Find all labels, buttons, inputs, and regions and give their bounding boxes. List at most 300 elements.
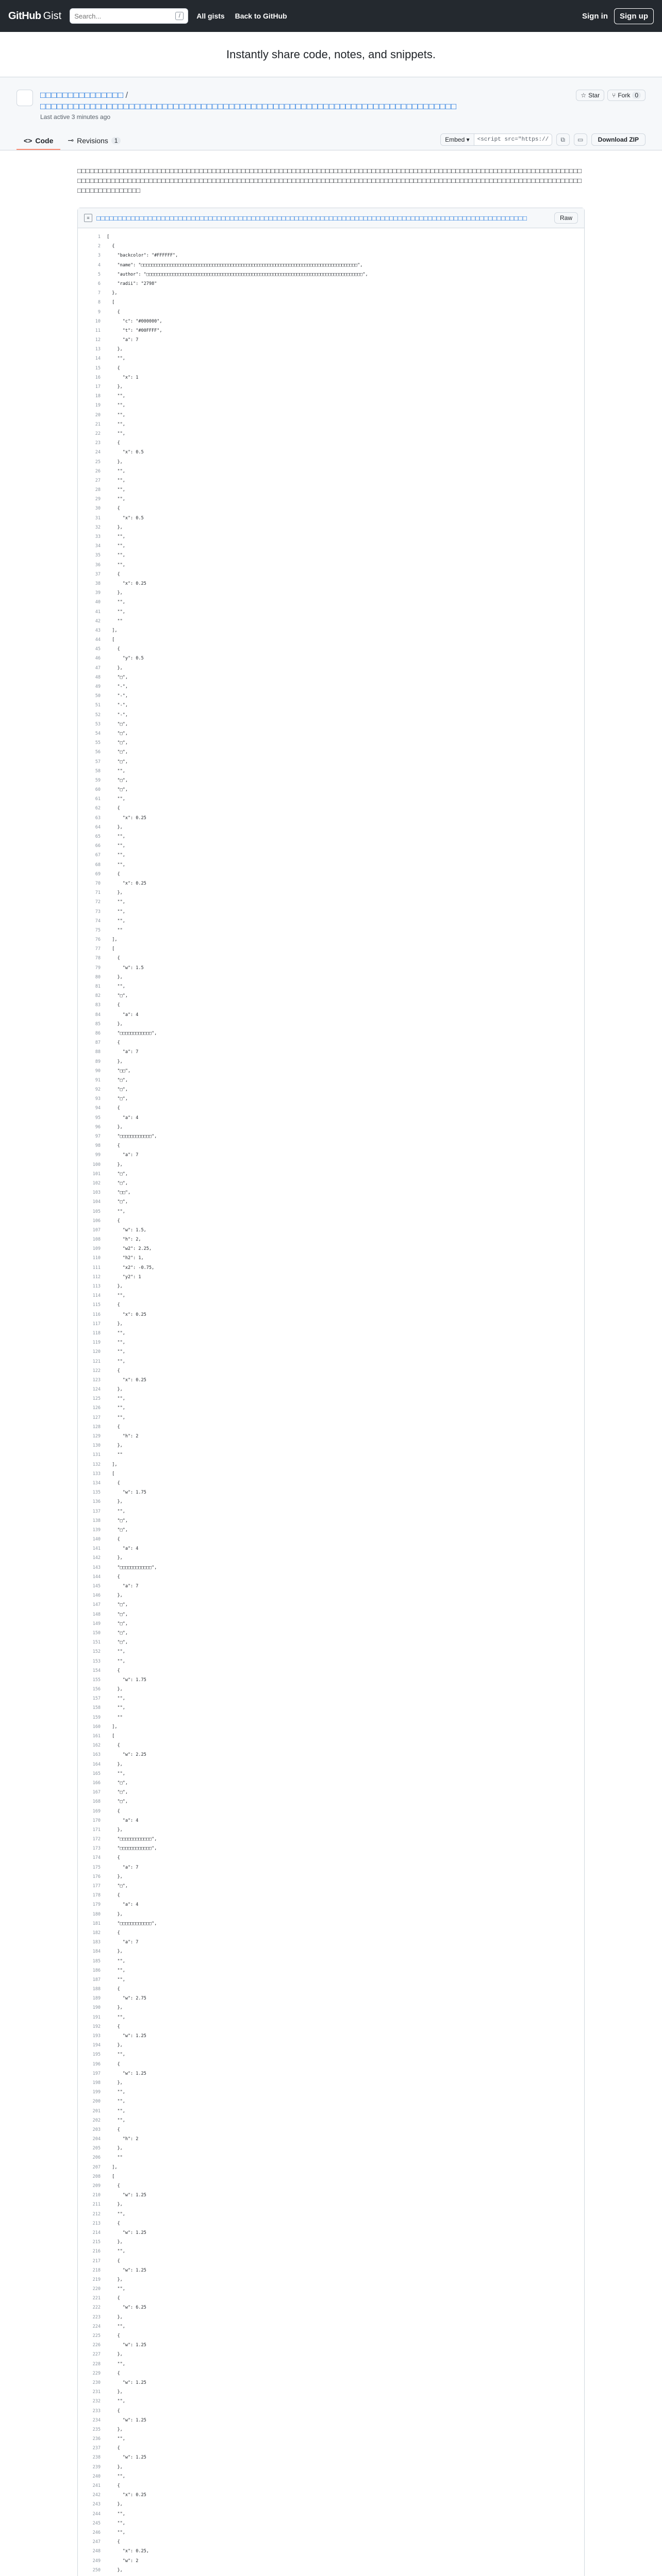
line-number[interactable]: 21 [95, 421, 101, 427]
line-number[interactable]: 205 [92, 2146, 101, 2151]
line-number[interactable]: 82 [95, 993, 101, 999]
code-line [78, 2210, 584, 2219]
line-number[interactable]: 218 [92, 2267, 101, 2273]
avatar[interactable] [16, 90, 33, 106]
line-number[interactable]: 108 [92, 1237, 101, 1243]
gist-owner-link[interactable]: □□□□□□□□□□□□□□□ [40, 90, 124, 100]
line-number[interactable]: 35 [95, 553, 101, 558]
line-number[interactable]: 195 [92, 2052, 101, 2058]
line-number[interactable]: 231 [92, 2389, 101, 2395]
line-number[interactable]: 159 [92, 1715, 101, 1720]
line-number[interactable]: 103 [92, 1190, 101, 1196]
line-number[interactable]: 72 [95, 900, 101, 905]
line-number[interactable]: 235 [92, 2427, 101, 2432]
line-number[interactable]: 89 [95, 1059, 101, 1064]
line-number[interactable]: 39 [95, 590, 101, 596]
line-number[interactable]: 42 [95, 618, 101, 624]
line-number[interactable]: 135 [92, 1490, 101, 1496]
line-number[interactable]: 122 [92, 1368, 101, 1374]
line-number[interactable]: 139 [92, 1527, 101, 1533]
line-number[interactable]: 64 [95, 824, 101, 830]
line-number[interactable]: 240 [92, 2473, 101, 2479]
line-number[interactable]: 114 [92, 1293, 101, 1299]
line-number[interactable]: 224 [92, 2324, 101, 2329]
line-number[interactable]: 57 [95, 759, 101, 765]
line-number[interactable]: 22 [95, 431, 101, 436]
line-number[interactable]: 111 [92, 1265, 101, 1270]
line-number[interactable]: 128 [92, 1424, 101, 1430]
file-name-link[interactable]: □□□□□□□□□□□□□□□□□□□□□□□□□□□□□□□□□□□□□□□□□□□□□□□□□□□□□□□□□□□□□□□□□□□□□□□□□□□□□□□□□□□□□□□□□□□□□□□□□□□□ [96, 214, 527, 222]
line-number[interactable]: 213 [92, 2221, 101, 2226]
line-number[interactable]: 180 [92, 1911, 101, 1917]
line-number[interactable]: 248 [92, 2549, 101, 2554]
line-number[interactable]: 91 [95, 1077, 101, 1083]
line-number[interactable]: 137 [92, 1509, 101, 1514]
nav-back-to-github[interactable]: Back to GitHub [235, 12, 287, 20]
line-number[interactable]: 110 [92, 1256, 101, 1261]
line-number[interactable]: 210 [92, 2193, 101, 2198]
line-number[interactable]: 225 [92, 2333, 101, 2338]
line-number[interactable]: 126 [92, 1405, 101, 1411]
line-number[interactable]: 121 [92, 1359, 101, 1364]
desktop-icon[interactable]: ▭ [574, 133, 587, 146]
line-number[interactable]: 13 [95, 347, 101, 352]
line-number[interactable]: 200 [92, 2099, 101, 2105]
line-number[interactable]: 93 [95, 1096, 101, 1102]
line-number[interactable]: 196 [92, 2061, 101, 2067]
line-number[interactable]: 183 [92, 1940, 101, 1945]
line-number[interactable]: 2 [97, 244, 101, 249]
line-number[interactable]: 56 [95, 750, 101, 755]
line-content: { [107, 1537, 120, 1543]
tab-code[interactable] [16, 132, 60, 150]
line-number[interactable]: 149 [92, 1621, 101, 1626]
line-number[interactable]: 116 [92, 1312, 101, 1317]
line-number[interactable]: 194 [92, 2043, 101, 2048]
line-number[interactable]: 158 [92, 1705, 101, 1711]
code-line [78, 1816, 584, 1825]
line-number[interactable]: 10 [95, 318, 101, 324]
line-number[interactable]: 115 [92, 1302, 101, 1308]
line-number[interactable]: 71 [95, 890, 101, 896]
gist-name-link[interactable]: □□□□□□□□□□□□□□□□□□□□□□□□□□□□□□□□□□□□□□□□□□□□□□□□□□□□□□□□□□□□□□□□□□□□□□□□□□□ [40, 101, 457, 111]
fork-icon: ⑂ [612, 92, 616, 99]
line-number[interactable]: 127 [92, 1415, 101, 1420]
line-number[interactable]: 123 [92, 1377, 101, 1383]
github-gist-logo[interactable] [8, 10, 61, 22]
line-number[interactable]: 239 [92, 2464, 101, 2470]
fork-label: Fork [618, 92, 631, 99]
line-number[interactable]: 170 [92, 1818, 101, 1823]
line-number[interactable]: 145 [92, 1584, 101, 1589]
line-number[interactable]: 243 [92, 2502, 101, 2507]
line-number[interactable]: 177 [92, 1884, 101, 1889]
line-number[interactable]: 179 [92, 1902, 101, 1908]
line-number[interactable]: 80 [95, 974, 101, 980]
line-number[interactable]: 211 [92, 2202, 101, 2208]
line-number[interactable]: 148 [92, 1612, 101, 1617]
line-number[interactable]: 81 [95, 984, 101, 989]
line-number[interactable]: 193 [92, 2033, 101, 2039]
line-number[interactable]: 204 [92, 2137, 101, 2142]
line-number[interactable]: 87 [95, 1040, 101, 1046]
line-number[interactable]: 165 [92, 1771, 101, 1776]
gist-tabs [16, 132, 646, 150]
line-number[interactable]: 236 [92, 2436, 101, 2442]
line-number[interactable]: 48 [95, 674, 101, 680]
line-content: "", [107, 2211, 125, 2217]
line-number[interactable]: 84 [95, 1012, 101, 1018]
line-number[interactable]: 246 [92, 2530, 101, 2535]
code-line [78, 1882, 584, 1891]
line-number[interactable]: 36 [95, 562, 101, 568]
fork-button[interactable] [607, 90, 646, 101]
line-number[interactable]: 50 [95, 693, 101, 699]
line-number[interactable]: 106 [92, 1218, 101, 1224]
line-content: "-", [107, 693, 128, 699]
line-number[interactable]: 161 [92, 1734, 101, 1739]
line-number[interactable]: 178 [92, 1893, 101, 1899]
line-number[interactable]: 107 [92, 1227, 101, 1233]
line-number[interactable]: 131 [92, 1452, 101, 1458]
line-number[interactable]: 104 [92, 1199, 101, 1205]
line-number[interactable]: 65 [95, 834, 101, 839]
line-number[interactable]: 92 [95, 1087, 101, 1093]
line-number[interactable]: 146 [92, 1593, 101, 1599]
line-number[interactable]: 202 [92, 2117, 101, 2123]
line-number[interactable]: 172 [92, 1837, 101, 1842]
line-content: "", [107, 2530, 125, 2535]
line-number[interactable]: 198 [92, 2080, 101, 2086]
line-number[interactable]: 229 [92, 2370, 101, 2376]
line-number[interactable]: 174 [92, 1855, 101, 1861]
line-number[interactable]: 53 [95, 721, 101, 727]
sign-up-button[interactable]: Sign up [614, 8, 654, 24]
embed-select[interactable] [441, 134, 474, 145]
line-number[interactable]: 136 [92, 1499, 101, 1505]
line-number[interactable]: 241 [92, 2483, 101, 2488]
line-number[interactable]: 221 [92, 2296, 101, 2301]
line-number[interactable]: 206 [92, 2155, 101, 2161]
line-number[interactable]: 11 [95, 328, 101, 333]
line-number[interactable]: 207 [92, 2164, 101, 2170]
code-line [78, 438, 584, 448]
line-number[interactable]: 223 [92, 2314, 101, 2320]
line-number[interactable]: 147 [92, 1602, 101, 1608]
line-number[interactable]: 144 [92, 1574, 101, 1580]
line-number[interactable]: 6 [97, 281, 101, 286]
raw-button[interactable]: Raw [554, 212, 578, 224]
line-number[interactable]: 140 [92, 1537, 101, 1543]
line-content: { [107, 1424, 120, 1430]
line-number[interactable]: 100 [92, 1162, 101, 1167]
line-number[interactable]: 185 [92, 1958, 101, 1964]
line-number[interactable]: 109 [92, 1246, 101, 1252]
line-number[interactable]: 232 [92, 2399, 101, 2404]
line-number[interactable]: 168 [92, 1799, 101, 1805]
line-number[interactable]: 143 [92, 1565, 101, 1570]
line-number[interactable]: 118 [92, 1330, 101, 1336]
line-number[interactable]: 214 [92, 2230, 101, 2235]
line-number[interactable]: 226 [92, 2343, 101, 2348]
line-number[interactable]: 169 [92, 1808, 101, 1814]
line-number[interactable]: 163 [92, 1752, 101, 1758]
line-number[interactable]: 5 [97, 272, 101, 277]
line-number[interactable]: 197 [92, 2071, 101, 2076]
line-number[interactable]: 41 [95, 609, 101, 615]
line-number[interactable]: 160 [92, 1724, 101, 1730]
code-line [78, 1535, 584, 1544]
line-number[interactable]: 49 [95, 684, 101, 689]
line-number[interactable]: 181 [92, 1921, 101, 1926]
line-number[interactable]: 220 [92, 2286, 101, 2292]
line-number[interactable]: 190 [92, 2005, 101, 2011]
line-number[interactable]: 34 [95, 544, 101, 549]
line-number[interactable]: 31 [95, 515, 101, 521]
line-number[interactable]: 61 [95, 796, 101, 802]
line-number[interactable]: 242 [92, 2493, 101, 2498]
line-number[interactable]: 244 [92, 2511, 101, 2517]
line-number[interactable]: 245 [92, 2520, 101, 2526]
nav-all-gists[interactable]: All gists [196, 12, 225, 20]
line-number[interactable]: 217 [92, 2258, 101, 2264]
line-number[interactable]: 38 [95, 581, 101, 586]
copy-icon[interactable]: ⧉ [556, 133, 570, 146]
line-number[interactable]: 171 [92, 1827, 101, 1833]
line-content: "", [107, 2436, 125, 2442]
line-number[interactable]: 157 [92, 1696, 101, 1702]
line-number[interactable]: 19 [95, 403, 101, 409]
line-content: { [107, 1040, 120, 1046]
line-number[interactable]: 17 [95, 384, 101, 389]
line-number[interactable]: 98 [95, 1143, 101, 1149]
code-line [78, 1479, 584, 1488]
line-number[interactable]: 51 [95, 703, 101, 708]
line-number[interactable]: 227 [92, 2352, 101, 2358]
line-number[interactable]: 85 [95, 1021, 101, 1027]
line-number[interactable]: 47 [95, 665, 101, 671]
line-number[interactable]: 7 [97, 291, 101, 296]
line-number[interactable]: 141 [92, 1546, 101, 1552]
line-number[interactable]: 152 [92, 1649, 101, 1655]
line-number[interactable]: 201 [92, 2108, 101, 2114]
line-number[interactable]: 83 [95, 1003, 101, 1008]
sign-in-link[interactable]: Sign in [582, 11, 608, 21]
line-number[interactable]: 63 [95, 815, 101, 821]
line-number[interactable]: 99 [95, 1153, 101, 1158]
line-number[interactable]: 8 [97, 300, 101, 306]
line-content: "", [107, 468, 125, 474]
line-number[interactable]: 40 [95, 600, 101, 605]
line-number[interactable]: 112 [92, 1274, 101, 1280]
line-number[interactable]: 105 [92, 1209, 101, 1214]
line-number[interactable]: 209 [92, 2183, 101, 2189]
line-number[interactable]: 18 [95, 394, 101, 399]
line-number[interactable]: 3 [97, 253, 101, 259]
search-box[interactable] [70, 8, 188, 24]
line-number[interactable]: 24 [95, 450, 101, 455]
line-number[interactable]: 97 [95, 1134, 101, 1139]
line-number[interactable]: 184 [92, 1949, 101, 1955]
line-number[interactable]: 70 [95, 880, 101, 886]
line-number[interactable]: 33 [95, 534, 101, 539]
line-number[interactable]: 124 [92, 1387, 101, 1393]
code-line [78, 1985, 584, 1994]
line-number[interactable]: 95 [95, 1115, 101, 1121]
line-number[interactable]: 138 [92, 1518, 101, 1523]
line-number[interactable]: 9 [97, 309, 101, 315]
code-line [78, 1282, 584, 1291]
line-number[interactable]: 16 [95, 375, 101, 380]
line-number[interactable]: 88 [95, 1049, 101, 1055]
code-line [78, 514, 584, 523]
line-number[interactable]: 153 [92, 1658, 101, 1664]
tab-revisions[interactable] [60, 132, 128, 150]
line-number[interactable]: 132 [92, 1462, 101, 1467]
line-content: "", [107, 1396, 125, 1402]
line-number[interactable]: 15 [95, 365, 101, 371]
line-number[interactable]: 101 [92, 1171, 101, 1177]
line-number[interactable]: 96 [95, 1124, 101, 1130]
line-number[interactable]: 150 [92, 1630, 101, 1636]
line-number[interactable]: 37 [95, 571, 101, 577]
code-line [78, 2434, 584, 2444]
line-number[interactable]: 43 [95, 628, 101, 633]
line-content: "", [107, 562, 125, 568]
line-number[interactable]: 233 [92, 2408, 101, 2414]
line-number[interactable]: 173 [92, 1846, 101, 1852]
line-number[interactable]: 30 [95, 506, 101, 512]
line-number[interactable]: 12 [95, 337, 101, 343]
line-number[interactable]: 176 [92, 1874, 101, 1879]
line-number[interactable]: 250 [92, 2567, 101, 2573]
line-number[interactable]: 32 [95, 524, 101, 530]
line-number[interactable]: 134 [92, 1480, 101, 1486]
line-number[interactable]: 29 [95, 497, 101, 502]
line-number[interactable]: 1 [97, 234, 101, 240]
line-number[interactable]: 62 [95, 806, 101, 811]
line-number[interactable]: 133 [92, 1471, 101, 1477]
line-content: }, [107, 974, 123, 980]
line-number[interactable]: 74 [95, 918, 101, 924]
line-number[interactable]: 66 [95, 843, 101, 849]
line-number[interactable]: 208 [92, 2174, 101, 2179]
line-number[interactable]: 52 [95, 712, 101, 718]
code-line [78, 317, 584, 326]
line-number[interactable]: 175 [92, 1865, 101, 1870]
line-number[interactable]: 237 [92, 2446, 101, 2451]
line-number[interactable]: 192 [92, 2024, 101, 2029]
line-number[interactable]: 4 [97, 262, 101, 268]
line-number[interactable]: 238 [92, 2455, 101, 2461]
line-number[interactable]: 79 [95, 965, 101, 971]
line-number[interactable]: 26 [95, 468, 101, 474]
code-line [78, 1001, 584, 1010]
line-number[interactable]: 219 [92, 2277, 101, 2282]
line-number[interactable]: 189 [92, 1996, 101, 2002]
download-zip-button[interactable]: Download ZIP [591, 133, 646, 146]
search-input[interactable] [74, 12, 175, 20]
line-number[interactable]: 216 [92, 2249, 101, 2255]
line-number[interactable]: 73 [95, 909, 101, 914]
line-number[interactable]: 164 [92, 1761, 101, 1767]
line-number[interactable]: 186 [92, 1968, 101, 1973]
line-number[interactable]: 151 [92, 1640, 101, 1646]
line-number[interactable]: 76 [95, 937, 101, 943]
line-number[interactable]: 191 [92, 2014, 101, 2020]
line-number[interactable]: 58 [95, 768, 101, 774]
line-number[interactable]: 27 [95, 478, 101, 483]
line-number[interactable]: 222 [92, 2305, 101, 2311]
line-number[interactable]: 234 [92, 2417, 101, 2423]
line-number[interactable]: 94 [95, 1106, 101, 1111]
line-number[interactable]: 46 [95, 656, 101, 662]
line-number[interactable]: 120 [92, 1349, 101, 1355]
line-number[interactable]: 203 [92, 2127, 101, 2132]
line-number[interactable]: 188 [92, 1987, 101, 1992]
line-number[interactable]: 187 [92, 1977, 101, 1982]
line-number[interactable]: 102 [92, 1180, 101, 1186]
line-number[interactable]: 45 [95, 647, 101, 652]
line-number[interactable]: 90 [95, 1068, 101, 1074]
line-number[interactable]: 247 [92, 2539, 101, 2545]
line-number[interactable]: 54 [95, 731, 101, 736]
line-number[interactable]: 155 [92, 1677, 101, 1683]
line-number[interactable]: 78 [95, 956, 101, 961]
line-number[interactable]: 44 [95, 637, 101, 643]
line-number[interactable]: 59 [95, 777, 101, 783]
line-number[interactable]: 60 [95, 787, 101, 793]
line-number[interactable]: 156 [92, 1687, 101, 1692]
line-number[interactable]: 75 [95, 927, 101, 933]
line-number[interactable]: 77 [95, 946, 101, 952]
line-number[interactable]: 215 [92, 2240, 101, 2245]
line-number[interactable]: 142 [92, 1555, 101, 1561]
line-number[interactable]: 28 [95, 487, 101, 493]
line-number[interactable]: 14 [95, 356, 101, 362]
line-number[interactable]: 119 [92, 1340, 101, 1346]
line-content: { [107, 506, 120, 512]
line-number[interactable]: 182 [92, 1930, 101, 1936]
line-number[interactable]: 23 [95, 440, 101, 446]
line-number[interactable]: 199 [92, 2090, 101, 2095]
line-number[interactable]: 249 [92, 2558, 101, 2564]
star-button[interactable] [576, 90, 604, 101]
line-number[interactable]: 228 [92, 2361, 101, 2367]
line-content: "□", [107, 1640, 128, 1646]
line-number[interactable]: 166 [92, 1780, 101, 1786]
line-number[interactable]: 125 [92, 1396, 101, 1402]
line-number[interactable]: 230 [92, 2380, 101, 2385]
line-number[interactable]: 25 [95, 459, 101, 465]
line-number[interactable]: 68 [95, 862, 101, 868]
line-number[interactable]: 55 [95, 740, 101, 746]
line-number[interactable]: 162 [92, 1743, 101, 1749]
line-number[interactable]: 20 [95, 412, 101, 418]
line-number[interactable]: 117 [92, 1321, 101, 1327]
line-number[interactable]: 130 [92, 1443, 101, 1449]
code-line [78, 485, 584, 495]
line-number[interactable]: 113 [92, 1284, 101, 1289]
line-number[interactable]: 212 [92, 2211, 101, 2217]
line-number[interactable]: 86 [95, 1030, 101, 1036]
line-number[interactable]: 69 [95, 871, 101, 877]
line-number[interactable]: 154 [92, 1668, 101, 1673]
line-number[interactable]: 167 [92, 1790, 101, 1795]
embed-input[interactable] [474, 134, 552, 145]
line-number[interactable]: 129 [92, 1434, 101, 1439]
line-number[interactable]: 67 [95, 853, 101, 858]
